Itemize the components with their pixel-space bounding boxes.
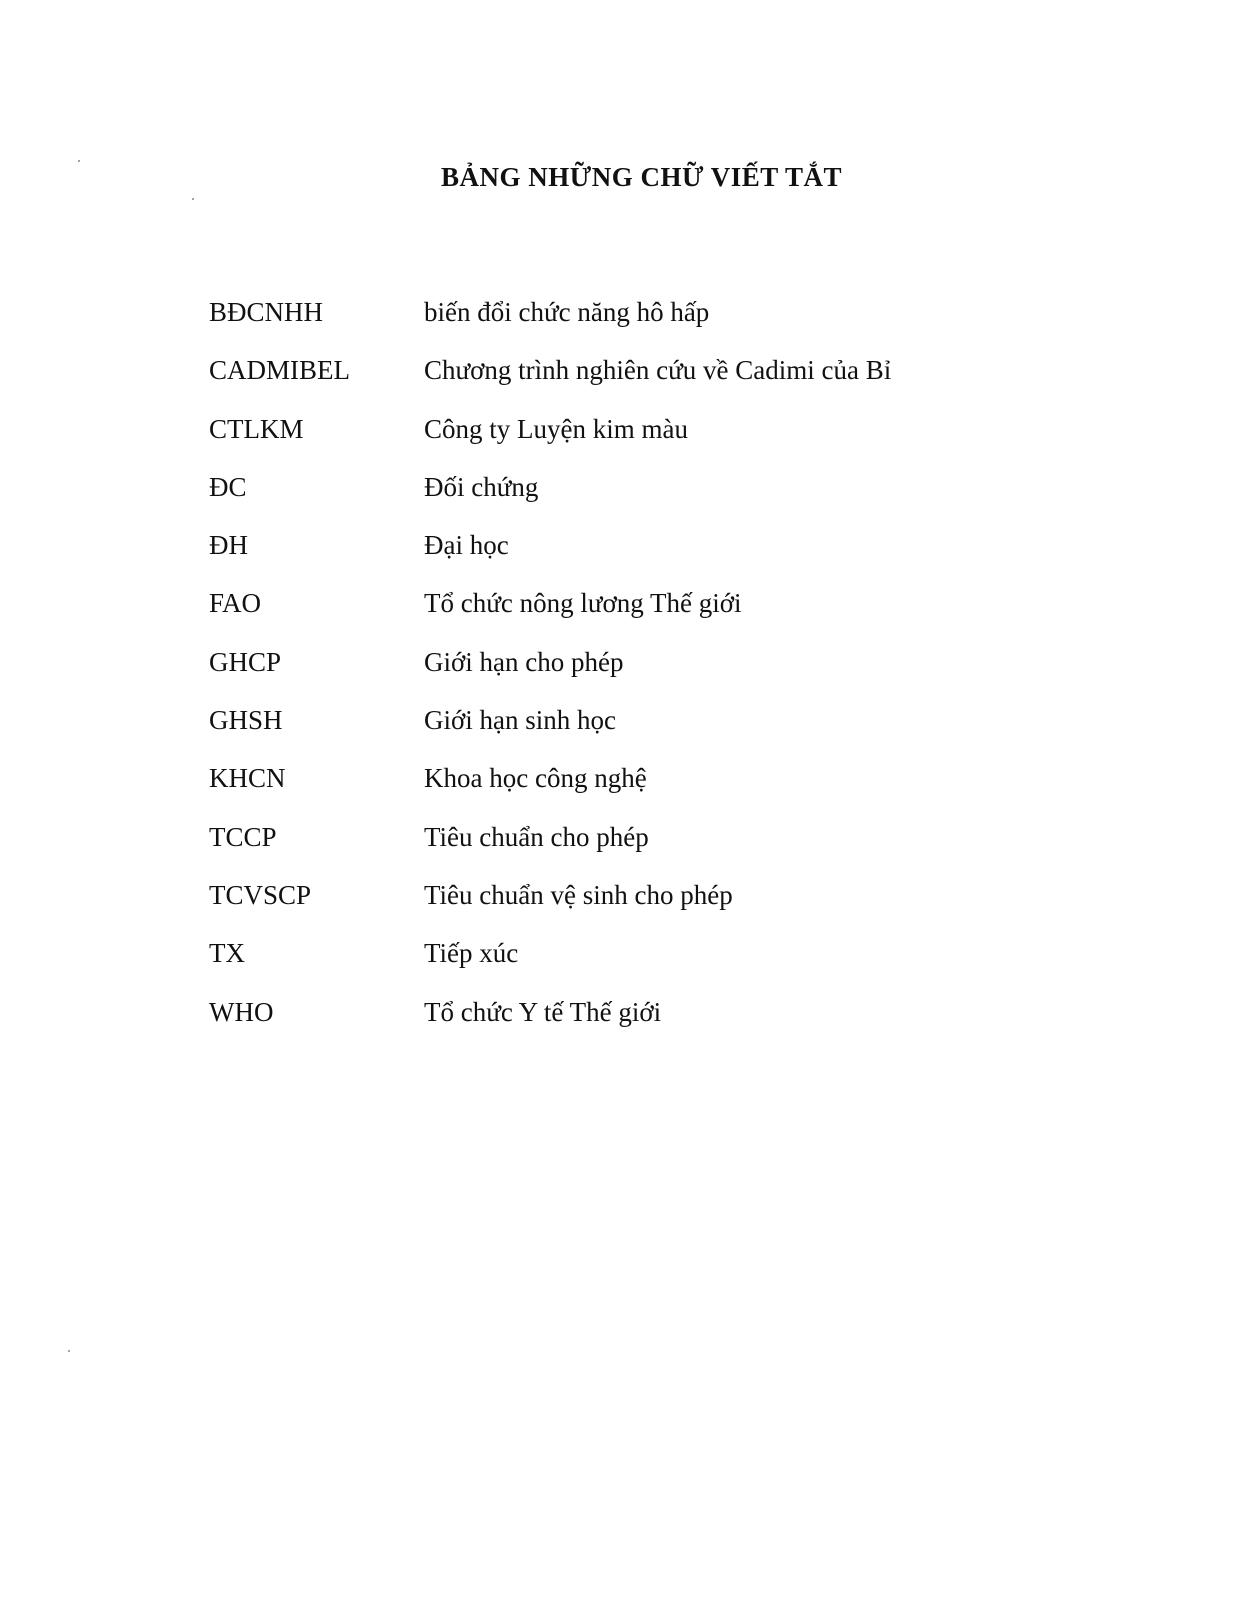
abbreviation: ĐH [209, 530, 248, 561]
list-item [209, 704, 1169, 762]
abbreviation-meaning: Tổ chức Y tế Thế giới [424, 996, 662, 1027]
list-item [209, 529, 1169, 587]
list-item [209, 937, 1169, 995]
list-item [209, 646, 1169, 704]
abbreviation: TCVSCP [209, 879, 312, 910]
abbreviation: BĐCNHH [209, 297, 324, 327]
abbreviation-meaning: Tiêu chuẩn vệ sinh cho phép [424, 879, 733, 910]
abbreviation: GHCP [209, 646, 282, 677]
scan-speck [68, 1350, 70, 1352]
abbreviation: WHO [209, 996, 274, 1027]
list-item [209, 821, 1169, 879]
abbreviation: TX [209, 938, 245, 969]
abbreviation: CADMIBEL [209, 355, 350, 386]
abbreviation: GHSH [209, 705, 283, 736]
abbreviation-list [209, 296, 1169, 1054]
abbreviation-meaning: Tiêu chuẩn cho phép [424, 821, 649, 852]
page-title: BẢNG NHỮNG CHỮ VIẾT TẮT [440, 162, 843, 192]
list-item [209, 879, 1169, 937]
list-item [209, 413, 1169, 471]
abbreviation-meaning: biến đổi chức năng hô hấp [424, 297, 710, 327]
abbreviation-meaning: Chương trình nghiên cứu về Cadimi của Bỉ [424, 355, 892, 386]
list-item [209, 354, 1169, 412]
abbreviation: ĐC [209, 471, 247, 502]
abbreviation-meaning: Đối chứng [424, 471, 539, 502]
list-item [209, 471, 1169, 529]
list-item [209, 587, 1169, 645]
list-item [209, 996, 1169, 1054]
abbreviation-meaning: Khoa học công nghệ [424, 763, 647, 794]
list-item [209, 296, 1169, 354]
abbreviation-meaning: Giới hạn sinh học [424, 705, 617, 736]
abbreviation: FAO [209, 588, 262, 619]
abbreviation: KHCN [209, 763, 286, 794]
scan-speck [192, 198, 194, 200]
abbreviation: TCCP [209, 821, 277, 852]
abbreviation: CTLKM [209, 413, 304, 444]
list-item [209, 762, 1169, 820]
abbreviation-meaning: Giới hạn cho phép [424, 646, 624, 677]
abbreviation-meaning: Tổ chức nông lương Thế giới [424, 588, 742, 619]
abbreviation-meaning: Công ty Luyện kim màu [424, 413, 688, 444]
abbreviation-meaning: Tiếp xúc [424, 938, 519, 969]
abbreviation-meaning: Đại học [424, 530, 509, 561]
